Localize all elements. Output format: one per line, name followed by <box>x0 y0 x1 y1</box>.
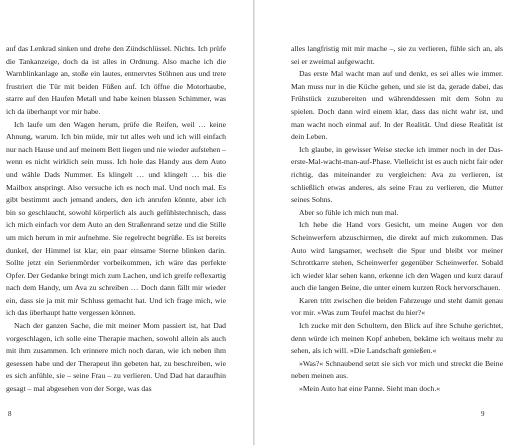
paragraph: »Was?« Schnaubend setzt sie sich vor mich und streckt die Beine neben meinen aus. <box>291 358 503 381</box>
page-number: 9 <box>481 410 485 418</box>
paragraph: Nach der ganzen Sache, die mit meiner Mom passiert ist, hat Dad vorgeschlagen, ich solle eine Therapie machen, sowohl allein als auch mit ihm zusammen. Ich erinnere mich noch daran, wie ich neben ihm gesessen habe und der Therapeut ihn gebeten hat, zu beschreiben, wie es sich anfühle, sie – seine Frau – zu verlieren. Und Dad hat daraufhin gesagt – mal abgesehen von der Sorge, was das <box>6 321 226 394</box>
paragraph: Das erste Mal wacht man auf und denkt, es sei alles wie immer. Man muss nur in die Küche gehen, und sie ist da, gerade dabei, das Frühstück zuzubereiten und währenddessen mit dem Sohn zu spielen. Doch dann wird einem klar, dass das nicht wahr ist, und man wacht noch einmal auf. In der Realität. Und diese Realität ist dein Leben. <box>291 69 503 142</box>
paragraph: Ich hebe die Hand vors Gesicht, um meine Augen vor den Scheinwerfern abzuschirmen, die direkt auf mich zukommen. Das Auto wird langsamer, wechselt die Spur und bleibt vor meiner Schrottkarre stehen, Scheinwerfer gegenüber Scheinwerfer. Sobald ich wieder klar sehen kann, erkenne ich den Wagen und kurz darauf auch die langen Beine, die unter einem kurzen Rock hervorschauen. <box>291 220 503 293</box>
right-page <box>255 0 508 445</box>
left-page <box>0 0 253 445</box>
right-page-body <box>291 43 503 396</box>
paragraph: »Mein Auto hat eine Panne. Sieht man doch.« <box>299 384 441 394</box>
paragraph: auf das Lenkrad sinken und drehe den Zündschlüssel. Nichts. Ich prüfe die Tankanzeige, doch da ist alles in Ordnung. Also mache ich die Warnblinkanlage an, stoße ein lautes, entnervtes Stöhnen aus und trete frustriert die Tür mit beiden Füßen auf. Ich öffne die Motorhaube, starre auf den Haufen Metall und habe keinen blassen Schimmer, was ich da überhaupt vor mir habe. <box>6 44 226 116</box>
paragraph: alles langfristig mit mir mache –, sie zu verlieren, fühle sich an, als sei er zweimal aufgewacht. <box>291 44 503 66</box>
left-page-body <box>6 43 226 396</box>
page-number: 8 <box>8 410 12 418</box>
paragraph: Ich zucke mit den Schultern, den Blick auf ihre Schuhe gerichtet, denn würde ich meinen Kopf anheben, bekäme ich weitaus mehr zu sehen, als ich will. »Die Landschaft genießen.« <box>291 321 503 356</box>
paragraph: Aber so fühle ich mich nun mal. <box>299 207 399 217</box>
paragraph: Ich laufe um den Wagen herum, prüfe die Reifen, weil … keine Ahnung, warum. Ich bin müde, mir tut alles weh und ich will einfach nur nach Hause und auf meinem Bett liegen und nie wieder aufstehen – wenn es nicht wirklich sein muss. Ich hole das Handy aus dem Auto und wähle Dads Nummer. Es klingelt … und klingelt … bis die Mailbox anspringt. Also versuche ich es noch mal. Und noch mal. Es gibt bestimmt auch jemand anders, den ich anrufen könnte, aber ich bin so geschlaucht, sowohl körperlich als auch gefühlstechnisch, dass ich mich einfach vor dem Auto an den Straßenrand setze und die Stille um mich herum in mir aufnehme. Sie regelrecht begrüße. Es ist bereits dunkel, der Himmel ist klar, ein paar einsame Sterne blinken darin. Sollte jetzt ein Serienmörder vorbeikommen, ich wäre das perfekte Opfer. Der Gedanke bringt mich zum Lachen, und ich greife reflexartig nach dem Handy, um Ava zu schreiben … Doch dann fällt mir wieder ein, dass sie ja mit mir Schluss gemacht hat. Und ich frage mich, wie ich das überhaupt hatte vergessen können. <box>6 119 226 318</box>
paragraph: Karen tritt zwischen die beiden Fahrzeuge und steht damit genau vor mir. »Was zum Teufel machst du hier?« <box>291 295 503 318</box>
paragraph: Ich glaube, in gewisser Weise stecke ich immer noch in der Das-erste-Mal-wacht-man-auf-Phase. Vielleicht ist es auch nicht fair oder richtig, das miteinander zu vergleichen: Ava zu verlieren, ist schließlich etwas anderes, als seine Frau zu verlieren, die Mutter seines Sohns. <box>291 144 503 205</box>
